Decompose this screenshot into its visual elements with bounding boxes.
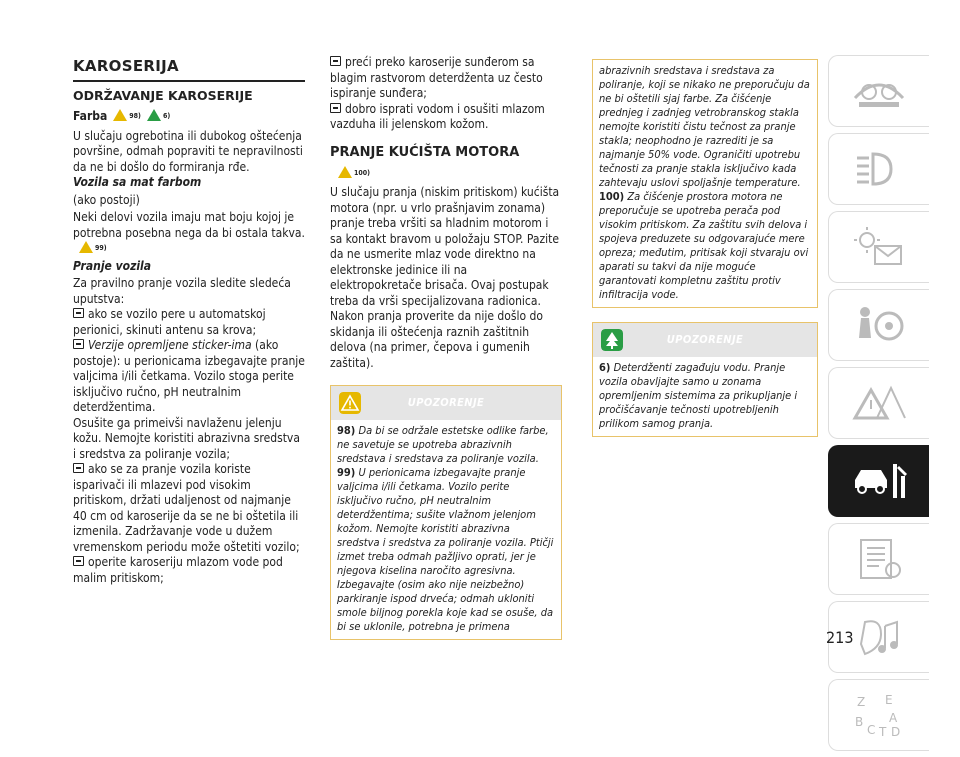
farba-label: Farba [73, 109, 108, 123]
warning-icon [79, 241, 93, 253]
warning-99-text: U perionicama izbegavajte pranje valjcima i/ili četkama. Vozilo perite isključivo ručno, pH neutralnim deterdžentima; sušite vlažnom jelenjom kožom. Nemojte koristiti abrazivna sredstva i sredstva za poliranje vozila. Ptičji izmet treba odmah pažljivo oprati, jer je njegova kiselina naročito agresivna. Izbegavajte (osim ako nije neizbežno) parkiranje ispod drveća; odmah ukloniti smole biljnog porekla koje kad se osuše, da bi se uklonile, potrebna je primena [337, 466, 554, 633]
bullet-4-text: operite karoseriju mlazom vode pod malim pritiskom; [73, 555, 283, 585]
section-title: KAROSERIJA [73, 57, 179, 75]
svg-text:Z: Z [857, 695, 866, 709]
bullet-icon [73, 556, 84, 566]
bullet-1-text: ako se vozilo pere u automatskoj perionici, skinuti antenu sa krova; [73, 307, 266, 337]
multimedia-icon [851, 614, 907, 660]
paragraph-farba: U slučaju ogrebotina ili dubokog oštećenja površine, odmah popraviti te nepravilnosti da ne bi došlo do formiranja rđe. [73, 128, 303, 174]
bullet-2-italic: Verzije opremljene sticker-ima [88, 338, 252, 352]
column-2 [330, 55, 562, 640]
warning-icon [338, 166, 352, 178]
warning-6 [599, 361, 811, 431]
bullet-icon [330, 56, 341, 66]
bullet-icon [73, 339, 84, 349]
environment-label: UPOZORENJE [666, 333, 744, 346]
svg-text:B: B [855, 715, 864, 729]
dashboard-icon [851, 68, 907, 114]
environment-icon [147, 109, 161, 121]
bullet-icon [330, 103, 341, 113]
tab-dashboard[interactable] [828, 55, 929, 127]
warning-100-text: Za čišćenje prostora motora ne preporučuje se upotreba perača pod visokim pritiskom. Za zaštitu svih delova i spojeva preduzete su odgovarajuće mere opreza; međutim, pritisak koji stvaraju ovi aparati su takvi da nije moguće garantovati kompletnu zaštitu protiv infiltracija vode. [599, 190, 809, 301]
bullet-6-text: dobro isprati vodom i osušiti mlazom vazduha ili jelenskom kožom. [330, 101, 545, 131]
heading-mat: Vozila sa mat farbom [73, 175, 202, 189]
warning-continued-text: abrazivnih sredstava i sredstava za poliranje, koji se nikako ne preporučuju da ne bi oštetili sjaj farbe. Za čišćenje prednjeg i zadnjeg vetrobranskog stakla nemojte koristiti čistu tečnost za pranje stakla; neophodno je razrediti je sa najmanje 50% vode. Ograničiti upotrebu tečnosti za pranje stakla isključivo kada zahtevaju uslovi spoljašnje temperature. [599, 64, 810, 189]
ref-100: 100) [354, 168, 371, 177]
safety-steering-icon [851, 302, 907, 348]
specs-list-icon [851, 536, 907, 582]
bullet-3 [73, 462, 305, 555]
warning-98 [337, 424, 555, 466]
paragraph-osusite: Osušite ga primeivši navlaženu jelenju kožu. Nemojte koristiti abrazivna sredstva i sredstva za poliranje vozila; [73, 415, 300, 461]
warning-box-body [331, 420, 561, 639]
warning-99 [337, 466, 555, 634]
tab-warning[interactable] [828, 367, 929, 439]
warning-box-header [331, 386, 561, 420]
ref-6: 6) [162, 112, 171, 120]
car-maintenance-icon [851, 458, 911, 504]
lights-icon [851, 146, 907, 192]
section2-ref-line [330, 166, 562, 182]
index-alphabet-icon [851, 692, 907, 738]
environment-box [592, 322, 818, 437]
tab-climate[interactable] [828, 211, 929, 283]
section2-title: PRANJE KUĆIŠTA MOTORA [330, 144, 520, 160]
paragraph-mat-2 [73, 210, 305, 257]
tab-index[interactable] [828, 679, 929, 751]
warning-100 [599, 190, 811, 302]
bullet-2 [73, 338, 305, 416]
column-3 [592, 55, 818, 437]
svg-text:D: D [891, 725, 901, 738]
column-1 [73, 55, 305, 586]
warning-100-num: 100) [599, 190, 625, 203]
paragraph-pranje: Za pravilno pranje vozila sledite sledeća uputstva: [73, 276, 291, 306]
bullet-6 [330, 102, 562, 133]
warning-99-num: 99) [337, 466, 356, 479]
tab-maintenance[interactable] [828, 445, 929, 517]
bullet-2-text: (ako postoje): u perionicama izbegavajte pranje valjcima i/ili četkama. Vozilo stoga perite isključivo ručno, pH neutralnim deterdžentima. [73, 338, 305, 414]
page-number: 213 [826, 628, 854, 647]
svg-text:C: C [867, 723, 876, 737]
climate-mail-icon [851, 224, 907, 270]
heading-pranje: Pranje vozila [73, 258, 152, 273]
warning-98-text: Da bi se održale estetske odlike farbe, ne savetuje se upotreba abrazivnih sredstava i sredstava za poliranje vozila. [337, 424, 549, 465]
warning-6-text: Deterdženti zagađuju vodu. Pranje vozila obavljajte samo u zonama opremljenim sistemima za prikupljanje i pročišćavanje tečnosti upotrebljenih prilikom samog pranja. [599, 361, 798, 430]
chapter-tabs [828, 55, 928, 757]
environment-box-header [593, 323, 817, 357]
warning-98-num: 98) [337, 424, 356, 437]
paragraph-mat-1: (ako postoji) [73, 192, 140, 207]
warning-box-continued [592, 59, 818, 308]
warning-box-continued-body [593, 60, 817, 307]
warning-6-num: 6) [599, 361, 611, 374]
svg-text:E: E [885, 693, 893, 707]
ref-99: 99) [95, 244, 107, 252]
farba-heading [73, 109, 305, 125]
bullet-4 [73, 555, 305, 586]
svg-text:T: T [879, 725, 887, 738]
paragraph-motor: U slučaju pranja (niskim pritiskom) kućišta motora (npr. u vrlo prašnjavim zonama) pranje treba vršiti sa hladnim motorom i sa kontakt bravom u položaju STOP. Pazite da ne usmerite mlaz vode direktno na elektronske jedinice ili na elektropokretače brisača. Ovaj postupak treba da vrši specijalizovana radionica. Nakon pranja proverite da nije došlo do skidanja ili oštećenja raznih zaštitnih delova (na primer, čepova i gumenih zaštita). [330, 185, 560, 370]
ref-98: 98) [129, 112, 141, 120]
environment-box-body [593, 357, 817, 436]
bullet-icon [73, 463, 84, 473]
warning-box [330, 385, 562, 640]
tab-specs[interactable] [828, 523, 929, 595]
warning-label: UPOZORENJE [407, 396, 485, 409]
svg-text:A: A [889, 711, 898, 725]
bullet-icon [73, 308, 84, 318]
divider [73, 80, 305, 82]
bullet-1 [73, 307, 305, 338]
tab-lights[interactable] [828, 133, 929, 205]
subsection-title: ODRŽAVANJE KAROSERIJE [73, 88, 253, 103]
mat-text: Neki delovi vozila imaju mat boju kojoj je potrebna posebna nega da bi ostala takva. [73, 210, 305, 240]
bullet-5 [330, 55, 562, 102]
bullet-3-text: ako se za pranje vozila koriste isparivači ili mlazevi pod visokim pritiskom, držati udaljenost od najmanje 40 cm od karoserije da se ne bi oštetila ili izmenila. Zadržavanje vode u dužem vremenskom periodu može oštetiti vozilo; [73, 462, 300, 554]
tab-safety[interactable] [828, 289, 929, 361]
warning-icon [113, 109, 127, 121]
bullet-5-text: preći preko karoserije sunđerom sa blagim rastvorom deterdženta uz često ispiranje sunđera; [330, 55, 543, 100]
warning-road-icon [851, 380, 907, 426]
